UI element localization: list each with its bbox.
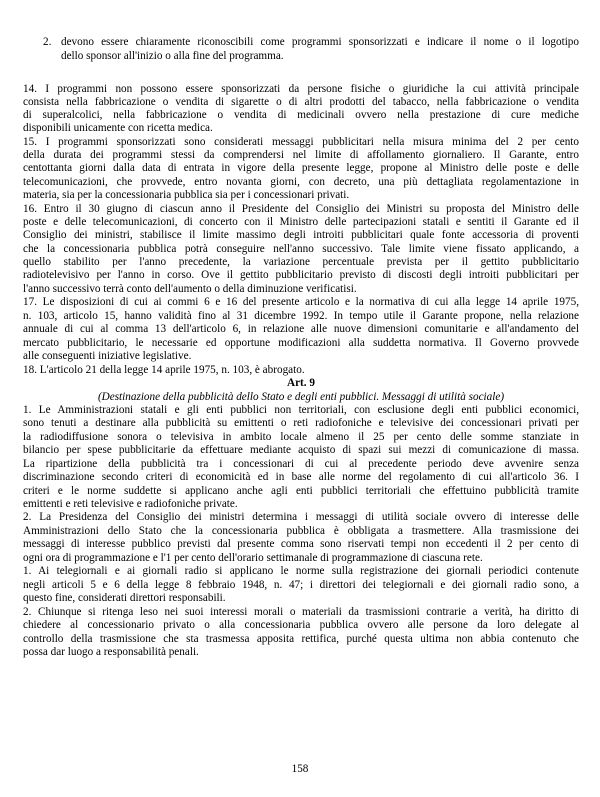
paragraph-14-line: consista nella fabbricazione o vendita di sigarette o di altri prodotti del tabacco, nella fabbricazione o vendita bbox=[23, 96, 579, 108]
paragraph-15-line: 15. I programmi sponsorizzati sono considerati messaggi pubblicitari nella misura minima del 2 per cento bbox=[23, 136, 579, 148]
article-paragraph-4-line: 2. Chiunque si ritenga leso nei suoi interessi morali o materiali da trasmissioni contrarie a verità, ha diritto di bbox=[23, 606, 579, 618]
paragraph-14-line: di superalcolici, nella fabbricazione o vendita di medicinali ovvero nella prestazione di cure mediche bbox=[23, 109, 579, 121]
article-paragraph-4-line: chiedere al concessionario privato o alla concessionaria pubblica ovvero alle persone da loro delegate al bbox=[23, 619, 579, 631]
article-paragraph-4-line: controllo della trasmissione che sta trasmessa apposita rettifica, purché questa ultima non abbia contenuto che bbox=[23, 633, 579, 645]
article-paragraph-3-line: questo fine, considerati direttori responsabili. bbox=[23, 592, 226, 604]
paragraph-17-line: annuale di cui al comma 13 dell'articolo 6, in relazione alle nuove dimensioni comunitarie e all'andamento del bbox=[23, 323, 579, 335]
article-paragraph-2-line: Amministrazioni dello Stato che la concessionaria pubblica è obbligata a trasmettere. Alla trasmissione dei bbox=[23, 525, 579, 537]
paragraph-16-line: che la concessionaria pubblica potrà conseguire nell'anno successivo. Tale limite viene fissato applicando, a bbox=[23, 243, 579, 255]
article-paragraph-1-line: emittenti e reti televisive e radiofoniche private. bbox=[23, 498, 238, 510]
list-item-line: devono essere chiaramente riconoscibili come programmi sponsorizzati e indicare il nome o il logotipo bbox=[61, 36, 579, 48]
paragraph-16-line: quello stabilito per l'anno precedente, la variazione percentuale prevista per il gettito pubblicitario bbox=[23, 256, 579, 268]
article-paragraph-1-line: bilancio per spese pubblicitarie da effettuare mediante acquisto di spazi sui mezzi di comunicazione di massa. bbox=[23, 444, 579, 456]
paragraph-17-line: mercato pubblicitario, le necessarie ed opportune modificazioni alla suddetta normativa. Il Governo provvede bbox=[23, 337, 579, 349]
article-paragraph-1-line: La ripartizione della pubblicità tra i concessionari di cui al precedente periodo deve avvenire senza bbox=[23, 458, 579, 470]
paragraph-16-line: poste e delle telecomunicazioni, di concerto con il Ministro delle partecipazioni statali e sentiti il Garante ed il bbox=[23, 216, 579, 228]
paragraph-15-line: della durata dei programmi stessi da comprendersi nel limite di affollamento giornaliero. Il Garante, entro bbox=[23, 149, 579, 161]
article-paragraph-2-line: ogni ora di programmazione e l'1 per cento dell'orario settimanale di programmazione di ciascuna rete. bbox=[23, 552, 483, 564]
article-paragraph-1-line: criteri e le norme suddette si applicano anche agli enti pubblici territoriali che effettuino pubblicità tramite bbox=[23, 485, 579, 497]
list-item-line: dello sponsor all'inizio o alla fine del programma. bbox=[61, 50, 284, 62]
article-paragraph-2-line: 2. La Presidenza del Consiglio dei ministri determina i messaggi di utilità sociale ovvero di interesse delle bbox=[23, 511, 579, 523]
paragraph-16-line: radiotelevisivo per l'anno in corso. Ove il gettito pubblicitario previsto di discosti degli introiti pubblicitari per bbox=[23, 269, 579, 281]
article-paragraph-1-line: 1. Le Amministrazioni statali e gli enti pubblici non territoriali, con esclusione degli enti pubblici economici, bbox=[23, 404, 579, 416]
paragraph-14-line: disponibili unicamente con ricetta medica. bbox=[23, 122, 213, 134]
paragraph-17-line: n. 103, articolo 15, hanno validità fino al 31 dicembre 1992. In tempo utile il Garante propone, nella relazione bbox=[23, 310, 579, 322]
paragraph-15-line: materia, sia per la concessionaria pubblica sia per i concessionari privati. bbox=[23, 189, 350, 201]
article-paragraph-1-line: la radiodiffusione sonora o televisiva in ambito locale almeno il 25 per cento delle somme stanziate in bbox=[23, 431, 579, 443]
paragraph-16-line: l'anno successivo terrà conto dell'aumento o della diminuzione verificatisi. bbox=[23, 283, 357, 295]
paragraph-16-line: 16. Entro il 30 giugno di ciascun anno il Presidente del Consiglio dei Ministri su proposta del Ministro delle bbox=[23, 203, 579, 215]
paragraph-15-line: centottanta giorni dalla data di entrata in vigore della presente legge, propone al Ministro delle poste e delle bbox=[23, 162, 579, 174]
paragraph-18-line: 18. L'articolo 21 della legge 14 aprile 1975, n. 103, è abrogato. bbox=[23, 364, 305, 376]
paragraph-15-line: telecomunicazioni, che provvede, entro novanta giorni, con decreto, una più dettagliata regolamentazione in bbox=[23, 176, 579, 188]
article-paragraph-1-line: sono tenuti a destinare alla pubblicità su emittenti o reti radiofoniche e televisive dei concessionari privati per bbox=[23, 417, 579, 429]
paragraph-17-line: 17. Le disposizioni di cui ai commi 6 e 16 del presente articolo e la normativa di cui alla legge 14 aprile 1975, bbox=[23, 296, 579, 308]
article-paragraph-1-line: discriminazione secondo criteri di economicità ed in base alle norme del regolamento di cui all'articolo 36. I bbox=[23, 471, 579, 483]
article-heading: Art. 9 bbox=[287, 377, 315, 389]
paragraph-17-line: alle conseguenti iniziative legislative. bbox=[23, 350, 192, 362]
paragraph-14-line: 14. I programmi non possono essere sponsorizzati da persone fisiche o giuridiche la cui attività principale bbox=[23, 83, 579, 95]
list-item-number: 2. bbox=[43, 36, 52, 48]
page-number: 158 bbox=[291, 763, 309, 775]
article-paragraph-3-line: negli articoli 5 e 6 della legge 8 febbraio 1948, n. 47; i direttori dei telegiornali e dei giornali radio sono, a bbox=[23, 579, 579, 591]
article-paragraph-2-line: messaggi di interesse pubblico previsti dal presente comma sono riservati tempi non eccedenti il 2 per cento di bbox=[23, 538, 579, 550]
paragraph-16-line: Consiglio dei ministri, stabilisce il limite massimo degli introiti pubblicitari quale fonte accessoria di proventi bbox=[23, 229, 579, 241]
article-paragraph-3-line: 1. Ai telegiornali e ai giornali radio si applicano le norme sulla registrazione dei giornali periodici contenute bbox=[23, 565, 579, 577]
article-paragraph-4-line: possa dar luogo a responsabilità penali. bbox=[23, 646, 199, 658]
article-subtitle: (Destinazione della pubblicità dello Stato e degli enti pubblici. Messaggi di utilità sociale) bbox=[97, 391, 505, 403]
